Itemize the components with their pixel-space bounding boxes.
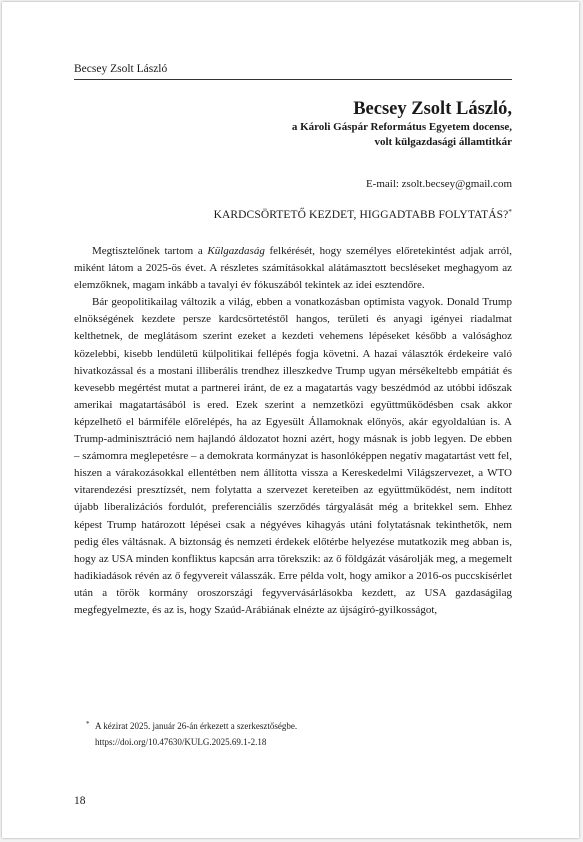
page-number: 18 [74, 795, 86, 807]
author-name: Becsey Zsolt László, [353, 99, 512, 119]
paragraph-1-start: Megtisztelőnek tartom a [92, 245, 208, 257]
title-footnote-mark: * [508, 208, 512, 216]
article-title-text: KARDCSÖRTETŐ KEZDET, HIGGADTABB FOLYTATÁS? [213, 209, 509, 221]
paragraph-2: Bár geopolitikailag változik a világ, ebben a vonatkozásban optimista vagyok. Donald Trump elnökségének kezdete persze kardcsörtetéstől hangos, területi és anyagi igényei riadalmat kelthetnek, de meglátásom szerint ezeket a kezdeti vehemens lépéseket később a valósághoz közelebbi, kisebb lendületű külpolitikai fellépés fogja követni. A hazai választók érdekeire való hivatkozással és a mostani illiberális trendhez illeszkedve Trump ugyan mérsékeltebb empátiát és kevesebb megértést mutat a partnerei iránt, de ez a magatartás vagy beszédmód az utóbbi időszak amerikai magatartásából is ered. Ezek szerint a nemzetközi együttműködésben csak akkor képzelhető el bármiféle előrelépés, ha az Egyesült Államoknak előnyös, akár egyoldalúan is. A Trump-adminisztráció nem hajlandó áldozatot hozni azért, hogy másnak is jobb legyen. De ebben – számomra meglepetésre – a demokrata kormányzat is hasonlóképpen negatív magatartást vett fel, hiszen a várakozásokkal ellentétben nem állította vissza a Kereskedelmi Világszervezet, a WTO vitarendezési presztízsét, nem folytatta a szervezet kereteiben az együttműködést, nem indított újabb liberalizációs fordulót, preferenciális szerződés tárgyalását még a britekkel sem. Ehhez képest Trump határozott lépései csak a négyéves kihagyás utáni folytatásnak tekinthetők, nem pedig éles váltásnak. A biztonság és nemzeti érdekek előtérbe helyezése mutatkozik meg abban is, hogy az USA minden konfliktus kapcsán arra törekszik: az ő földgázát vásárolják meg, a megemelt hadikiadások révén az ő fegyvereit válasszák. Erre példa volt, hogy amikor a 2016-os puccskísérlet után a török kormány oroszországi fegyvervásárlásokba kezdett, az USA gazdaságilag megfegyelmezte, és az is, hogy Szaúd-Arábiának elnézte az újságíró-gyilkosságot, [74, 296, 512, 616]
article-body [74, 243, 512, 619]
footnote-doi: https://doi.org/10.47630/KULG.2025.69.1-2.18 [95, 737, 267, 747]
footnote-mark: * [86, 720, 90, 728]
article-title [214, 208, 512, 221]
running-head: Becsey Zsolt László [74, 63, 168, 75]
author-affiliation-line-1: a Károli Gáspár Református Egyetem docense, [291, 121, 512, 133]
journal-name: Külgazdaság [207, 245, 265, 257]
footnote [86, 718, 298, 750]
paper-page [2, 2, 579, 838]
author-affiliation-line-2: volt külgazdasági államtitkár [374, 136, 512, 148]
author-block [292, 98, 512, 150]
paragraph-1 [74, 243, 512, 294]
paragraph-1-rest: felkérését, hogy személyes előretekintést adjak arról, miként látom a 2025-ös évet. A részletes számításokkal alátámasztott becsléseket meghagyom az elemzőknek, magam inkább a tavalyi év fókuszából tekintek az idei esztendőre. [74, 245, 512, 292]
footnote-received-note: A kézirat 2025. január 26-án érkezett a szerkesztőségbe. [95, 721, 298, 731]
author-email: E-mail: zsolt.becsey@gmail.com [365, 178, 512, 190]
header-rule [74, 79, 512, 80]
